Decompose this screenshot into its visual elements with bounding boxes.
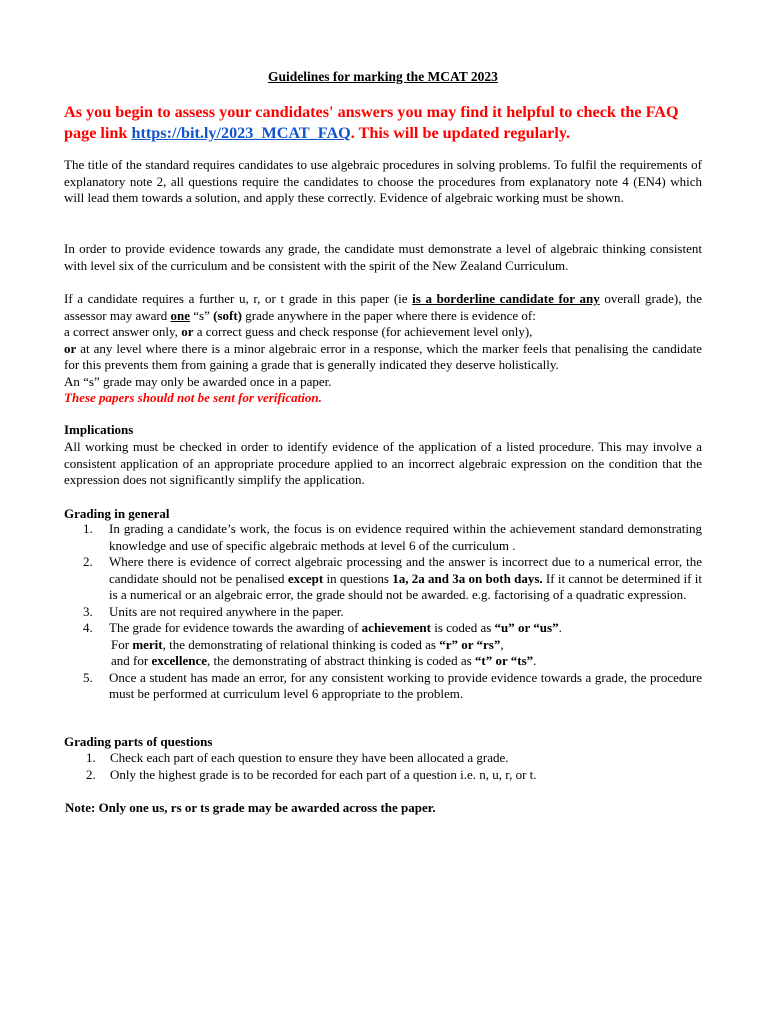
- list-number: 2.: [83, 554, 93, 569]
- faq-link[interactable]: https://bit.ly/2023_MCAT_FAQ: [131, 124, 351, 142]
- list-item: [64, 620, 702, 670]
- list-item-text: If it cannot be determined if it is a numerical or an algebraic error, the grade should not be awarded. e.g. factorising of a quadratic expression.: [109, 570, 702, 602]
- soft-text-e: “s”: [190, 307, 214, 323]
- implications-text: All working must be checked in order to identify evidence of the application of a listed procedure. This may involve a consistent application of an appropriate procedure applied to an incorrect algebraic expression on the condition that the expression does not significantly simplify the application.: [64, 439, 702, 487]
- soft-line2c: a correct guess and check response (for achievement level only),: [193, 324, 533, 339]
- list-item-text: The grade for evidence towards the awarding of: [109, 620, 362, 635]
- faq-text-before: As you begin to assess your candidates' answers you may find it helpful to check the FAQ page link: [64, 103, 679, 142]
- achievement-emphasis: achievement: [361, 620, 431, 635]
- final-note: Note: Only one us, rs or ts grade may be awarded across the paper.: [65, 800, 436, 815]
- merit-line: [109, 637, 702, 654]
- soft-line4: An “s” grade may only be awarded once in a paper.: [64, 373, 332, 389]
- list-item-text: Where there is evidence of correct algebraic processing and the answer is incorrect due to a numerical error, the candidate should not be penalised: [109, 554, 702, 586]
- soft-grade-paragraph: [64, 291, 702, 407]
- list-item-text: and for: [111, 653, 152, 668]
- grading-parts-list: [64, 750, 702, 783]
- list-item-text: Check each part of each question to ensure they have been allocated a grade.: [110, 750, 509, 765]
- evidence-paragraph: In order to provide evidence towards any grade, the candidate must demonstrate a level of algebraic thinking consistent with level six of the curriculum and be consistent with the spirit of the New Zealand Curriculum.: [64, 241, 702, 273]
- list-item-text: , the demonstrating of relational thinking is coded as: [162, 636, 440, 652]
- list-item-text: Once a student has made an error, for any consistent working to provide evidence towards a grade, the procedure must be performed at curriculum level 6 appropriate to the problem.: [109, 669, 702, 701]
- soft-line3b: at any level where there is a minor algebraic error in a response, which the marker feels that penalising the candidate for this prevents them from gaining a grade that is generally indicated they deserve holistically.: [64, 340, 702, 372]
- list-item: [64, 670, 702, 703]
- merit-codes: “r” or “rs”: [439, 636, 501, 652]
- document-title: Guidelines for marking the MCAT 2023: [268, 69, 498, 84]
- one-emphasis: one: [170, 307, 190, 323]
- list-number: 1.: [86, 750, 96, 765]
- list-item-text: is coded as: [430, 620, 495, 635]
- list-number: 3.: [83, 603, 93, 619]
- merit-emphasis: merit: [132, 636, 163, 652]
- list-number: 2.: [86, 766, 96, 782]
- list-number: 4.: [83, 620, 93, 635]
- verification-warning: These papers should not be sent for verification.: [64, 390, 322, 405]
- excellence-codes: “t” or “ts”: [474, 653, 534, 668]
- list-item: [64, 767, 702, 784]
- borderline-emphasis: is a borderline candidate for any: [412, 291, 600, 306]
- grading-parts-heading: Grading parts of questions: [64, 734, 213, 749]
- excellence-emphasis: excellence: [151, 653, 208, 668]
- questions-emphasis: 1a, 2a and 3a on both days.: [392, 570, 543, 586]
- list-item: [64, 521, 702, 554]
- list-item: [64, 750, 702, 767]
- soft-text-c: overall grade), the assessor may award: [64, 291, 702, 323]
- list-item-text: .: [533, 653, 537, 668]
- soft-emphasis: (soft): [213, 307, 242, 323]
- faq-text-after: . This will be updated regularly.: [350, 124, 571, 142]
- soft-line2b: or: [181, 324, 194, 339]
- list-number: 5.: [83, 669, 93, 685]
- list-item-text: Units are not required anywhere in the paper.: [109, 603, 344, 619]
- intro-paragraph: The title of the standard requires candidates to use algebraic procedures in solving problems. To fulfil the requirements of explanatory note 2, all questions require the candidates to choose the procedures from explanatory note 4 (EN4) which will lead them towards a solution, and apply these correctly. Evidence of algebraic working must be shown.: [64, 157, 702, 205]
- soft-line3a: or: [64, 340, 77, 356]
- list-item-text: ,: [500, 636, 504, 652]
- list-item-text: For: [111, 636, 133, 652]
- list-item-text: In grading a candidate’s work, the focus is on evidence required within the achievement standard demonstrating knowledge and use of specific algebraic methods at level 6 of the curriculum .: [109, 521, 702, 553]
- achievement-codes: “u” or “us”: [494, 620, 559, 635]
- soft-text-a: If a candidate requires a further u, r, or t grade in this paper (ie: [64, 291, 413, 306]
- list-number: 1.: [83, 521, 93, 536]
- excellence-line: [109, 653, 702, 670]
- except-emphasis: except: [287, 570, 324, 586]
- implications-heading: Implications: [64, 422, 134, 437]
- faq-notice: [64, 102, 702, 144]
- soft-line2a: a correct answer only,: [64, 324, 182, 339]
- soft-text-g: grade anywhere in the paper where there is evidence of:: [242, 307, 536, 323]
- list-item-text: in questions: [323, 570, 393, 586]
- list-item-text: .: [558, 620, 562, 635]
- list-item-text: Only the highest grade is to be recorded for each part of a question i.e. n, u, r, or t.: [110, 766, 537, 782]
- list-item-text: , the demonstrating of abstract thinking is coded as: [207, 653, 475, 668]
- grading-general-heading: Grading in general: [64, 506, 170, 521]
- grading-general-list: [64, 521, 702, 703]
- list-item: [64, 604, 702, 621]
- list-item: [64, 554, 702, 604]
